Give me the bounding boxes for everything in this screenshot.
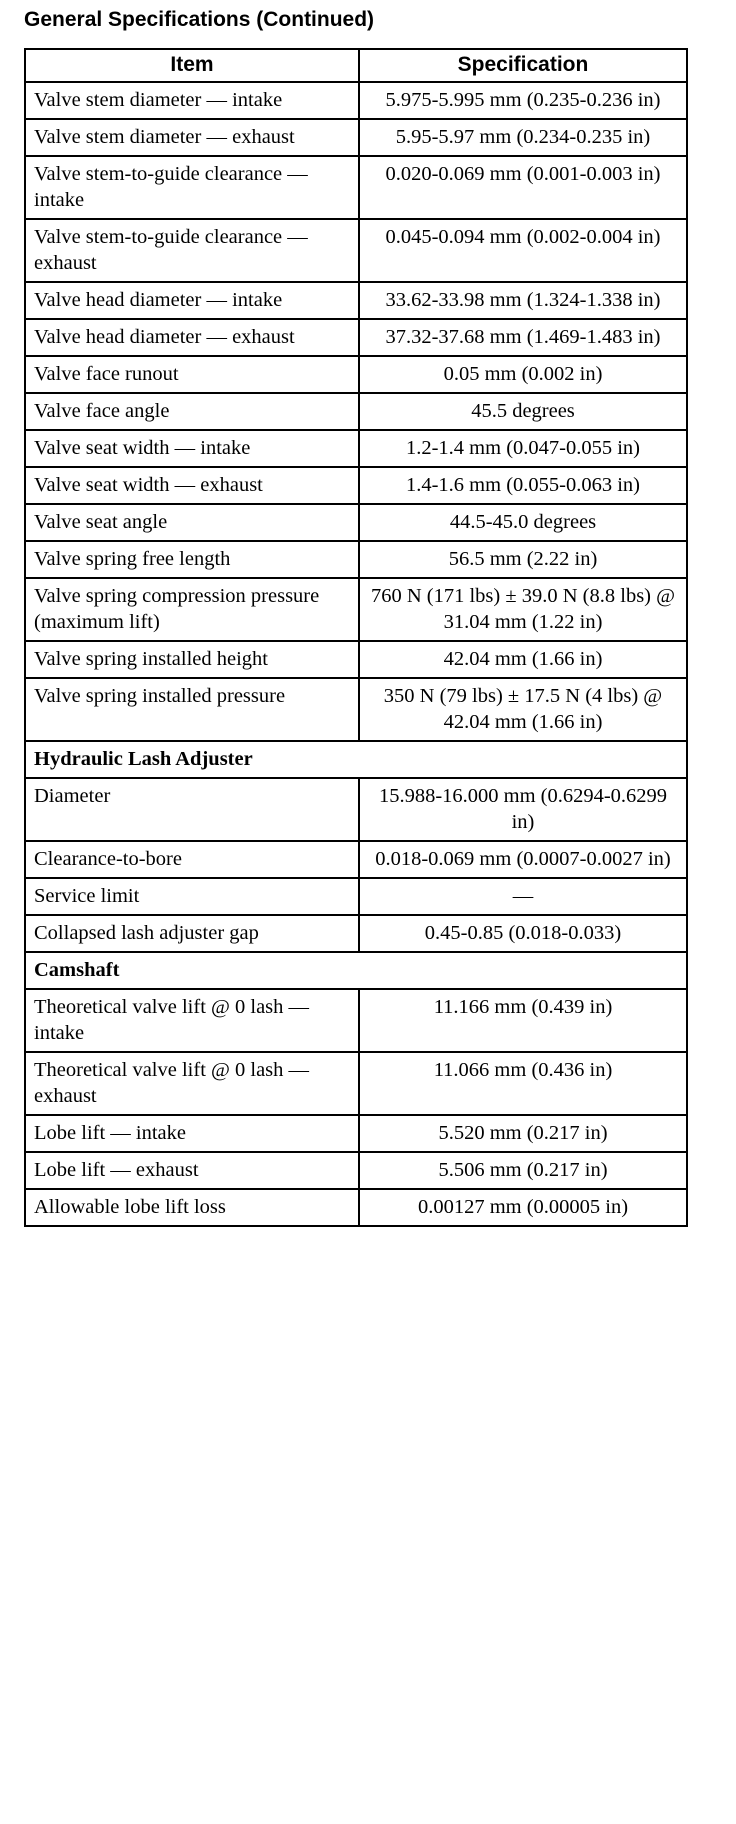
table-row [25, 1189, 687, 1226]
specification-cell: 56.5 mm (2.22 in) [359, 541, 687, 578]
specification-cell: 11.166 mm (0.439 in) [359, 989, 687, 1052]
specifications-table [24, 48, 688, 1227]
specification-cell: 350 N (79 lbs) ± 17.5 N (4 lbs) @ 42.04 mm (1.66 in) [359, 678, 687, 741]
specification-cell: 5.506 mm (0.217 in) [359, 1152, 687, 1189]
table-row [25, 915, 687, 952]
item-cell: Lobe lift — exhaust [25, 1152, 359, 1189]
specification-cell: 1.2-1.4 mm (0.047-0.055 in) [359, 430, 687, 467]
item-cell: Valve stem diameter — exhaust [25, 119, 359, 156]
section-header-row [25, 952, 687, 989]
table-row [25, 1115, 687, 1152]
section-title: Hydraulic Lash Adjuster [25, 741, 687, 778]
section-title: Camshaft [25, 952, 687, 989]
table-row [25, 1052, 687, 1115]
item-cell: Valve seat width — exhaust [25, 467, 359, 504]
table-row [25, 467, 687, 504]
specification-cell: 0.05 mm (0.002 in) [359, 356, 687, 393]
specification-cell: 5.520 mm (0.217 in) [359, 1115, 687, 1152]
item-cell: Service limit [25, 878, 359, 915]
column-header-specification: Specification [359, 49, 687, 82]
item-cell: Collapsed lash adjuster gap [25, 915, 359, 952]
table-row [25, 356, 687, 393]
item-cell: Valve stem-to-guide clearance — exhaust [25, 219, 359, 282]
table-row [25, 430, 687, 467]
table-row [25, 878, 687, 915]
specification-cell: 1.4-1.6 mm (0.055-0.063 in) [359, 467, 687, 504]
table-row [25, 841, 687, 878]
item-cell: Valve face runout [25, 356, 359, 393]
specification-cell: 45.5 degrees [359, 393, 687, 430]
page-title: General Specifications (Continued) [24, 8, 375, 31]
item-cell: Valve face angle [25, 393, 359, 430]
specification-cell: 0.00127 mm (0.00005 in) [359, 1189, 687, 1226]
table-row [25, 641, 687, 678]
specification-cell: 0.020-0.069 mm (0.001-0.003 in) [359, 156, 687, 219]
table-row [25, 119, 687, 156]
item-cell: Clearance-to-bore [25, 841, 359, 878]
specification-cell: 15.988-16.000 mm (0.6294-0.6299 in) [359, 778, 687, 841]
item-cell: Valve head diameter — exhaust [25, 319, 359, 356]
specification-cell: 44.5-45.0 degrees [359, 504, 687, 541]
specification-cell: 42.04 mm (1.66 in) [359, 641, 687, 678]
table-row [25, 156, 687, 219]
table-row [25, 393, 687, 430]
item-cell: Valve spring free length [25, 541, 359, 578]
table-row [25, 778, 687, 841]
item-cell: Theoretical valve lift @ 0 lash — intake [25, 989, 359, 1052]
table-row [25, 504, 687, 541]
table-row [25, 319, 687, 356]
item-cell: Theoretical valve lift @ 0 lash — exhaust [25, 1052, 359, 1115]
section-header-row [25, 741, 687, 778]
item-cell: Valve stem diameter — intake [25, 82, 359, 119]
table-row [25, 1152, 687, 1189]
table-header-row [25, 49, 687, 82]
item-cell: Valve seat angle [25, 504, 359, 541]
table-row [25, 82, 687, 119]
specification-cell: 37.32-37.68 mm (1.469-1.483 in) [359, 319, 687, 356]
specification-cell: 0.45-0.85 (0.018-0.033) [359, 915, 687, 952]
item-cell: Valve stem-to-guide clearance — intake [25, 156, 359, 219]
specification-cell: 33.62-33.98 mm (1.324-1.338 in) [359, 282, 687, 319]
item-cell: Valve spring installed height [25, 641, 359, 678]
column-header-item: Item [25, 49, 359, 82]
item-cell: Lobe lift — intake [25, 1115, 359, 1152]
specification-cell: — [359, 878, 687, 915]
specification-cell: 0.018-0.069 mm (0.0007-0.0027 in) [359, 841, 687, 878]
table-row [25, 282, 687, 319]
specification-cell: 5.95-5.97 mm (0.234-0.235 in) [359, 119, 687, 156]
item-cell: Valve spring compression pressure (maximum lift) [25, 578, 359, 641]
item-cell: Allowable lobe lift loss [25, 1189, 359, 1226]
specification-cell: 760 N (171 lbs) ± 39.0 N (8.8 lbs) @ 31.04 mm (1.22 in) [359, 578, 687, 641]
table-row [25, 989, 687, 1052]
table-body [25, 82, 687, 1226]
table-row [25, 541, 687, 578]
specification-cell: 11.066 mm (0.436 in) [359, 1052, 687, 1115]
specification-cell: 0.045-0.094 mm (0.002-0.004 in) [359, 219, 687, 282]
table-row [25, 219, 687, 282]
specification-cell: 5.975-5.995 mm (0.235-0.236 in) [359, 82, 687, 119]
item-cell: Diameter [25, 778, 359, 841]
table-row [25, 578, 687, 641]
item-cell: Valve seat width — intake [25, 430, 359, 467]
item-cell: Valve head diameter — intake [25, 282, 359, 319]
item-cell: Valve spring installed pressure [25, 678, 359, 741]
table-row [25, 678, 687, 741]
